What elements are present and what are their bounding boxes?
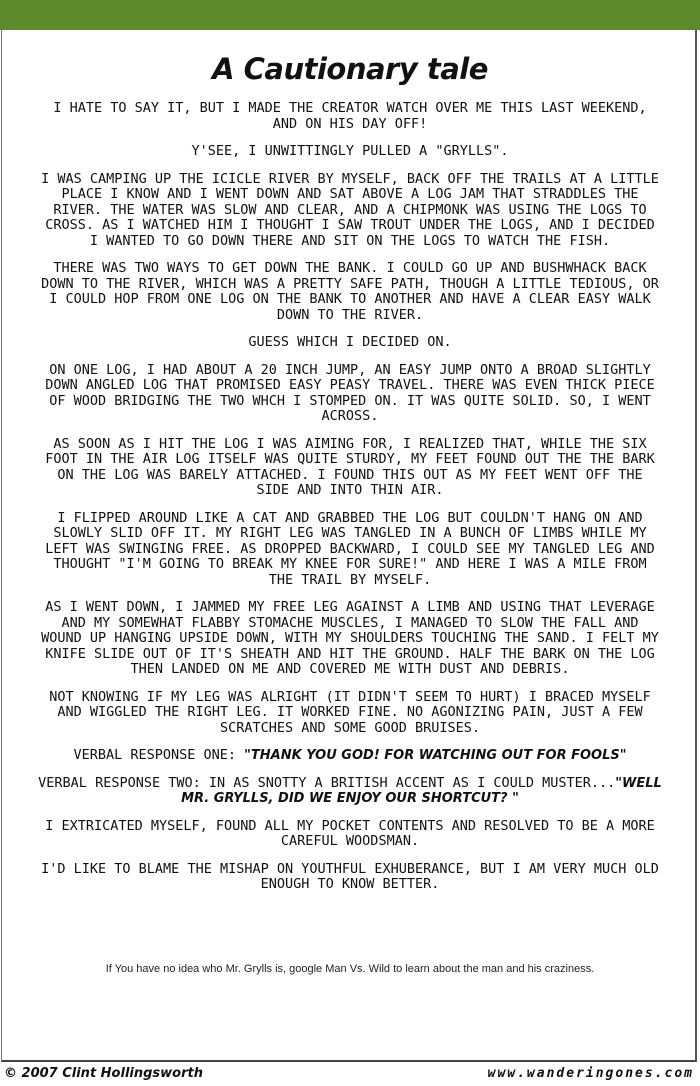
paragraph-10: NOT KNOWING IF MY LEG WAS ALRIGHT (IT DIDN'T SEEM TO HURT) I BRACED MYSELF AND WIGGLED THE RIGHT LEG. IT WORKED FINE. NO AGONIZING PAIN, JUST A FEW SCRATCHES AND SOME GOOD BRUISES.	[49, 688, 651, 736]
verbal-response-one	[38, 748, 662, 764]
paragraph-4: THERE WAS TWO WAYS TO GET DOWN THE BANK. I COULD GO UP AND BUSHWHACK BACK DOWN TO THE RIVER, WHICH WAS A PRETTY SAFE PATH, THOUGH A LITTLE TEDIOUS, OR I COULD HOP FROM ONE LOG ON THE BANK TO ANOTHER AND HAVE A CLEAR EASY WALK DOWN TO THE RIVER.	[41, 260, 659, 323]
website-link[interactable]: www.wanderingones.com	[487, 1066, 694, 1081]
closing-paragraph-2: I'D LIKE TO BLAME THE MISHAP ON YOUTHFUL EXHUBERANCE, BUT I AM VERY MUCH OLD ENOUGH TO KNOW BETTER.	[41, 860, 659, 892]
verbal-response-two	[38, 776, 662, 807]
paragraph-2: Y'SEE, I UNWITTINGLY PULLED A "GRYLLS".	[191, 143, 509, 159]
footnote: If You have no idea who Mr. Grylls is, google Man Vs. Wild to learn about the man and his craziness.	[105, 963, 595, 975]
response-two-label: VERBAL RESPONSE TWO: IN AS SNOTTY A BRITISH ACCENT AS I COULD MUSTER...	[38, 774, 616, 791]
story-body	[38, 101, 662, 905]
closing-paragraph-1: I EXTRICATED MYSELF, FOUND ALL MY POCKET CONTENTS AND RESOLVED TO BE A MORE CAREFUL WOODSMAN.	[45, 817, 655, 849]
paragraph-6: ON ONE LOG, I HAD ABOUT A 20 INCH JUMP, AN EASY JUMP ONTO A BROAD SLIGHTLY DOWN ANGLED LOG THAT PROMISED EASY PEASY TRAVEL. THERE WAS EVEN THICK PIECE OF WOOD BRIDGING THE TWO WHCH I STOMPED ON. IT WAS QUITE SOLID. SO, I WENT ACROSS.	[45, 361, 655, 424]
page-title: A Cautionary tale	[212, 52, 488, 86]
paragraph-8: I FLIPPED AROUND LIKE A CAT AND GRABBED THE LOG BUT COULDN'T HANG ON AND SLOWLY SLID OFF IT. MY RIGHT LEG WAS TANGLED IN A BUNCH OF LIMBS WHILE MY LEFT WAS SWINGING FREE. AS DROPPED BACKWARD, I COULD SEE MY TANGLED LEG AND THOUGHT "I'M GOING TO BREAK MY KNEE FOR SURE!" AND HERE I WAS A MILE FROM THE TRAIL BY MYSELF.	[45, 509, 655, 588]
paragraph-5: GUESS WHICH I DECIDED ON.	[248, 334, 452, 350]
paragraph-3: I WAS CAMPING UP THE ICICLE RIVER BY MYSELF, BACK OFF THE TRAILS AT A LITTLE PLACE I KNOW AND I WENT DOWN AND SAT ABOVE A LOG JAM THAT STRADDLES THE RIVER. THE WATER WAS SLOW AND CLEAR, AND A CHIPMONK WAS USING THE LOGS TO CROSS. AS I WATCHED HIM I THOUGHT I SAW TROUT UNDER THE LOGS, AND I DECIDED I WANTED TO GO DOWN THERE AND SIT ON THE LOGS TO WATCH THE FISH.	[41, 170, 659, 249]
paragraph-9: AS I WENT DOWN, I JAMMED MY FREE LEG AGAINST A LIMB AND USING THAT LEVERAGE AND MY SOMEWHAT FLABBY STOMACHE MUSCLES, I MANAGED TO SLOW THE FALL AND WOUND UP HANGING UPSIDE DOWN, WITH MY SHOULDERS TOUCHING THE SAND. I FELT MY KNIFE SLIDE OUT OF IT'S SHEATH AND HIT THE GROUND. HALF THE BARK ON THE LOG THEN LANDED ON ME AND COVERED ME WITH DUST AND DEBRIS.	[41, 599, 659, 677]
paragraph-1: I HATE TO SAY IT, BUT I MADE THE CREATOR WATCH OVER ME THIS LAST WEEKEND, AND ON HIS DAY OFF!	[53, 100, 647, 132]
response-one-label: VERBAL RESPONSE ONE:	[73, 747, 245, 763]
response-one-quote: "THANK YOU GOD! FOR WATCHING OUT FOR FOOLS"	[244, 748, 627, 763]
paragraph-7: AS SOON AS I HIT THE LOG I WAS AIMING FOR, I REALIZED THAT, WHILE THE SIX FOOT IN THE AIR LOG ITSELF WAS QUITE STURDY, MY FEET FOUND OUT THE THE BARK ON THE LOG WAS BARELY ATTACHED. I FOUND THIS OUT AS MY FEET WENT OFF THE SIDE AND INTO THIN AIR.	[45, 435, 655, 498]
copyright-notice: © 2007 Clint Hollingsworth	[4, 1066, 203, 1081]
response-two-quote: "WELL MR. GRYLLS, DID WE ENJOY OUR SHORTCUT? "	[181, 775, 662, 806]
header-bar	[0, 0, 700, 30]
